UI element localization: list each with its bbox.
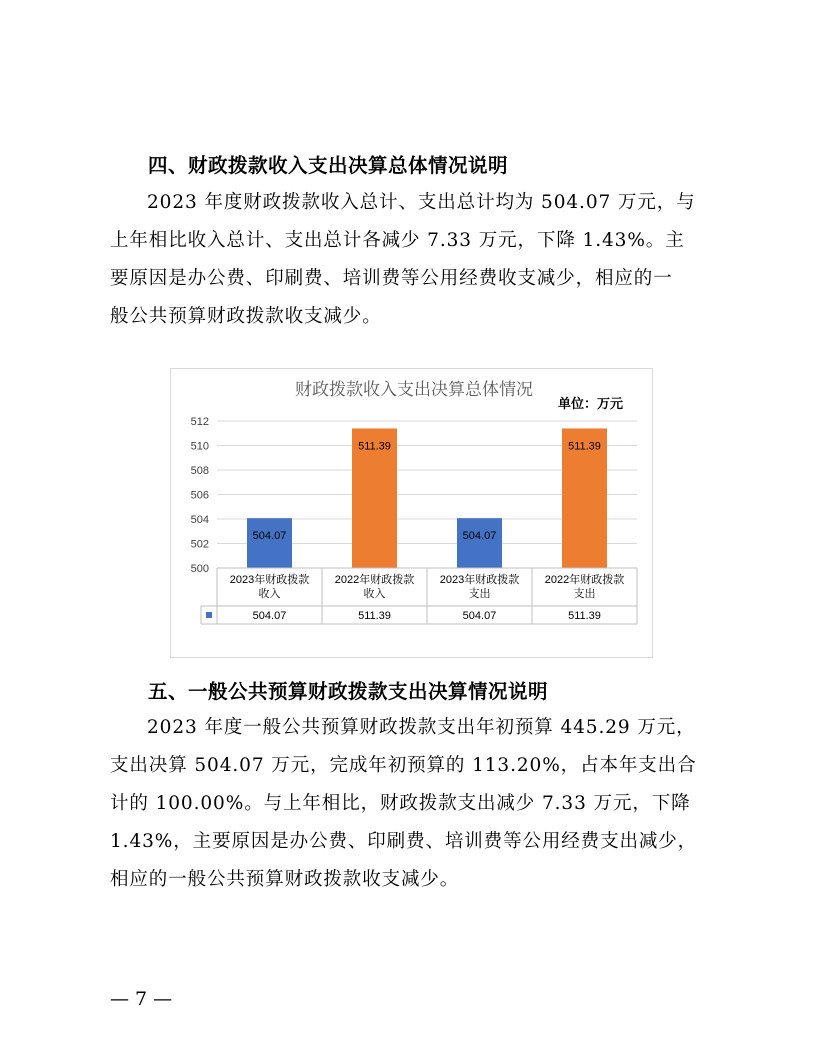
chart-data-table [201, 568, 637, 624]
bar-value-label: 504.07 [462, 530, 497, 543]
y-tick-label: 504 [190, 514, 209, 526]
y-tick-label: 506 [190, 489, 209, 502]
y-axis-tick-labels [191, 416, 209, 575]
bar [247, 518, 292, 568]
table-value: 504.07 [462, 610, 497, 622]
bar-value-label: 504.07 [252, 530, 287, 543]
paragraph-line: 上年相比收入总计、支出总计各减少 7.33 万元，下降 1.43%。主 [110, 230, 685, 251]
bar-value-label: 511.39 [568, 440, 601, 453]
paragraph-line: 2023 年度一般公共预算财政拨款支出年初预算 445.29 万元， [147, 717, 696, 738]
x-category-label: 收入 [363, 588, 386, 600]
paragraph-line: 要原因是办公费、印刷费、培训费等公用经费收支减少，相应的一 [110, 268, 673, 289]
table-value: 504.07 [252, 610, 287, 622]
paragraph-line: 相应的一般公共预算财政拨款收支减少。 [110, 869, 460, 890]
x-category-label: 收入 [258, 588, 281, 600]
section-5-heading: 五、一般公共预算财政拨款支出决算情况说明 [148, 680, 549, 703]
paragraph-line: 2023 年度财政拨款收入总计、支出总计均为 504.07 万元，与 [147, 192, 696, 213]
paragraph-line: 1.43%，主要原因是办公费、印刷费、培训费等公用经费支出减少， [110, 831, 698, 852]
table-value: 511.39 [568, 610, 601, 622]
chart-bars [247, 428, 607, 568]
page-number: — 7 — [110, 988, 173, 1010]
bar-chart [171, 369, 652, 657]
chart-title: 财政拨款收入支出决算总体情况 [295, 380, 533, 399]
y-tick-label: 510 [190, 440, 209, 453]
bar-chart-container [170, 368, 653, 658]
paragraph-line: 支出决算 504.07 万元，完成年初预算的 113.20%，占本年支出合 [110, 755, 697, 776]
paragraph-line: 般公共预算财政拨款收支减少。 [110, 306, 382, 327]
x-category-label: 2023年财政拨款 [439, 574, 520, 586]
x-category-label: 支出 [573, 588, 596, 600]
x-category-label: 2022年财政拨款 [334, 574, 415, 586]
y-tick-label: 500 [190, 563, 209, 575]
legend-key [206, 612, 212, 618]
x-category-label: 支出 [468, 588, 491, 600]
bar [457, 518, 502, 568]
bar-value-label: 511.39 [358, 440, 391, 453]
y-tick-label: 512 [190, 416, 209, 428]
paragraph-line: 计的 100.00%。与上年相比，财政拨款支出减少 7.33 万元，下降 [110, 793, 691, 814]
chart-unit-label: 单位：万元 [558, 396, 624, 411]
y-tick-label: 508 [190, 465, 209, 477]
x-category-label: 2023年财政拨款 [229, 574, 310, 586]
y-tick-label: 502 [190, 538, 209, 551]
x-category-label: 2022年财政拨款 [544, 574, 625, 586]
table-value: 511.39 [358, 610, 391, 622]
section-4-heading: 四、财政拨款收入支出决算总体情况说明 [148, 154, 509, 177]
